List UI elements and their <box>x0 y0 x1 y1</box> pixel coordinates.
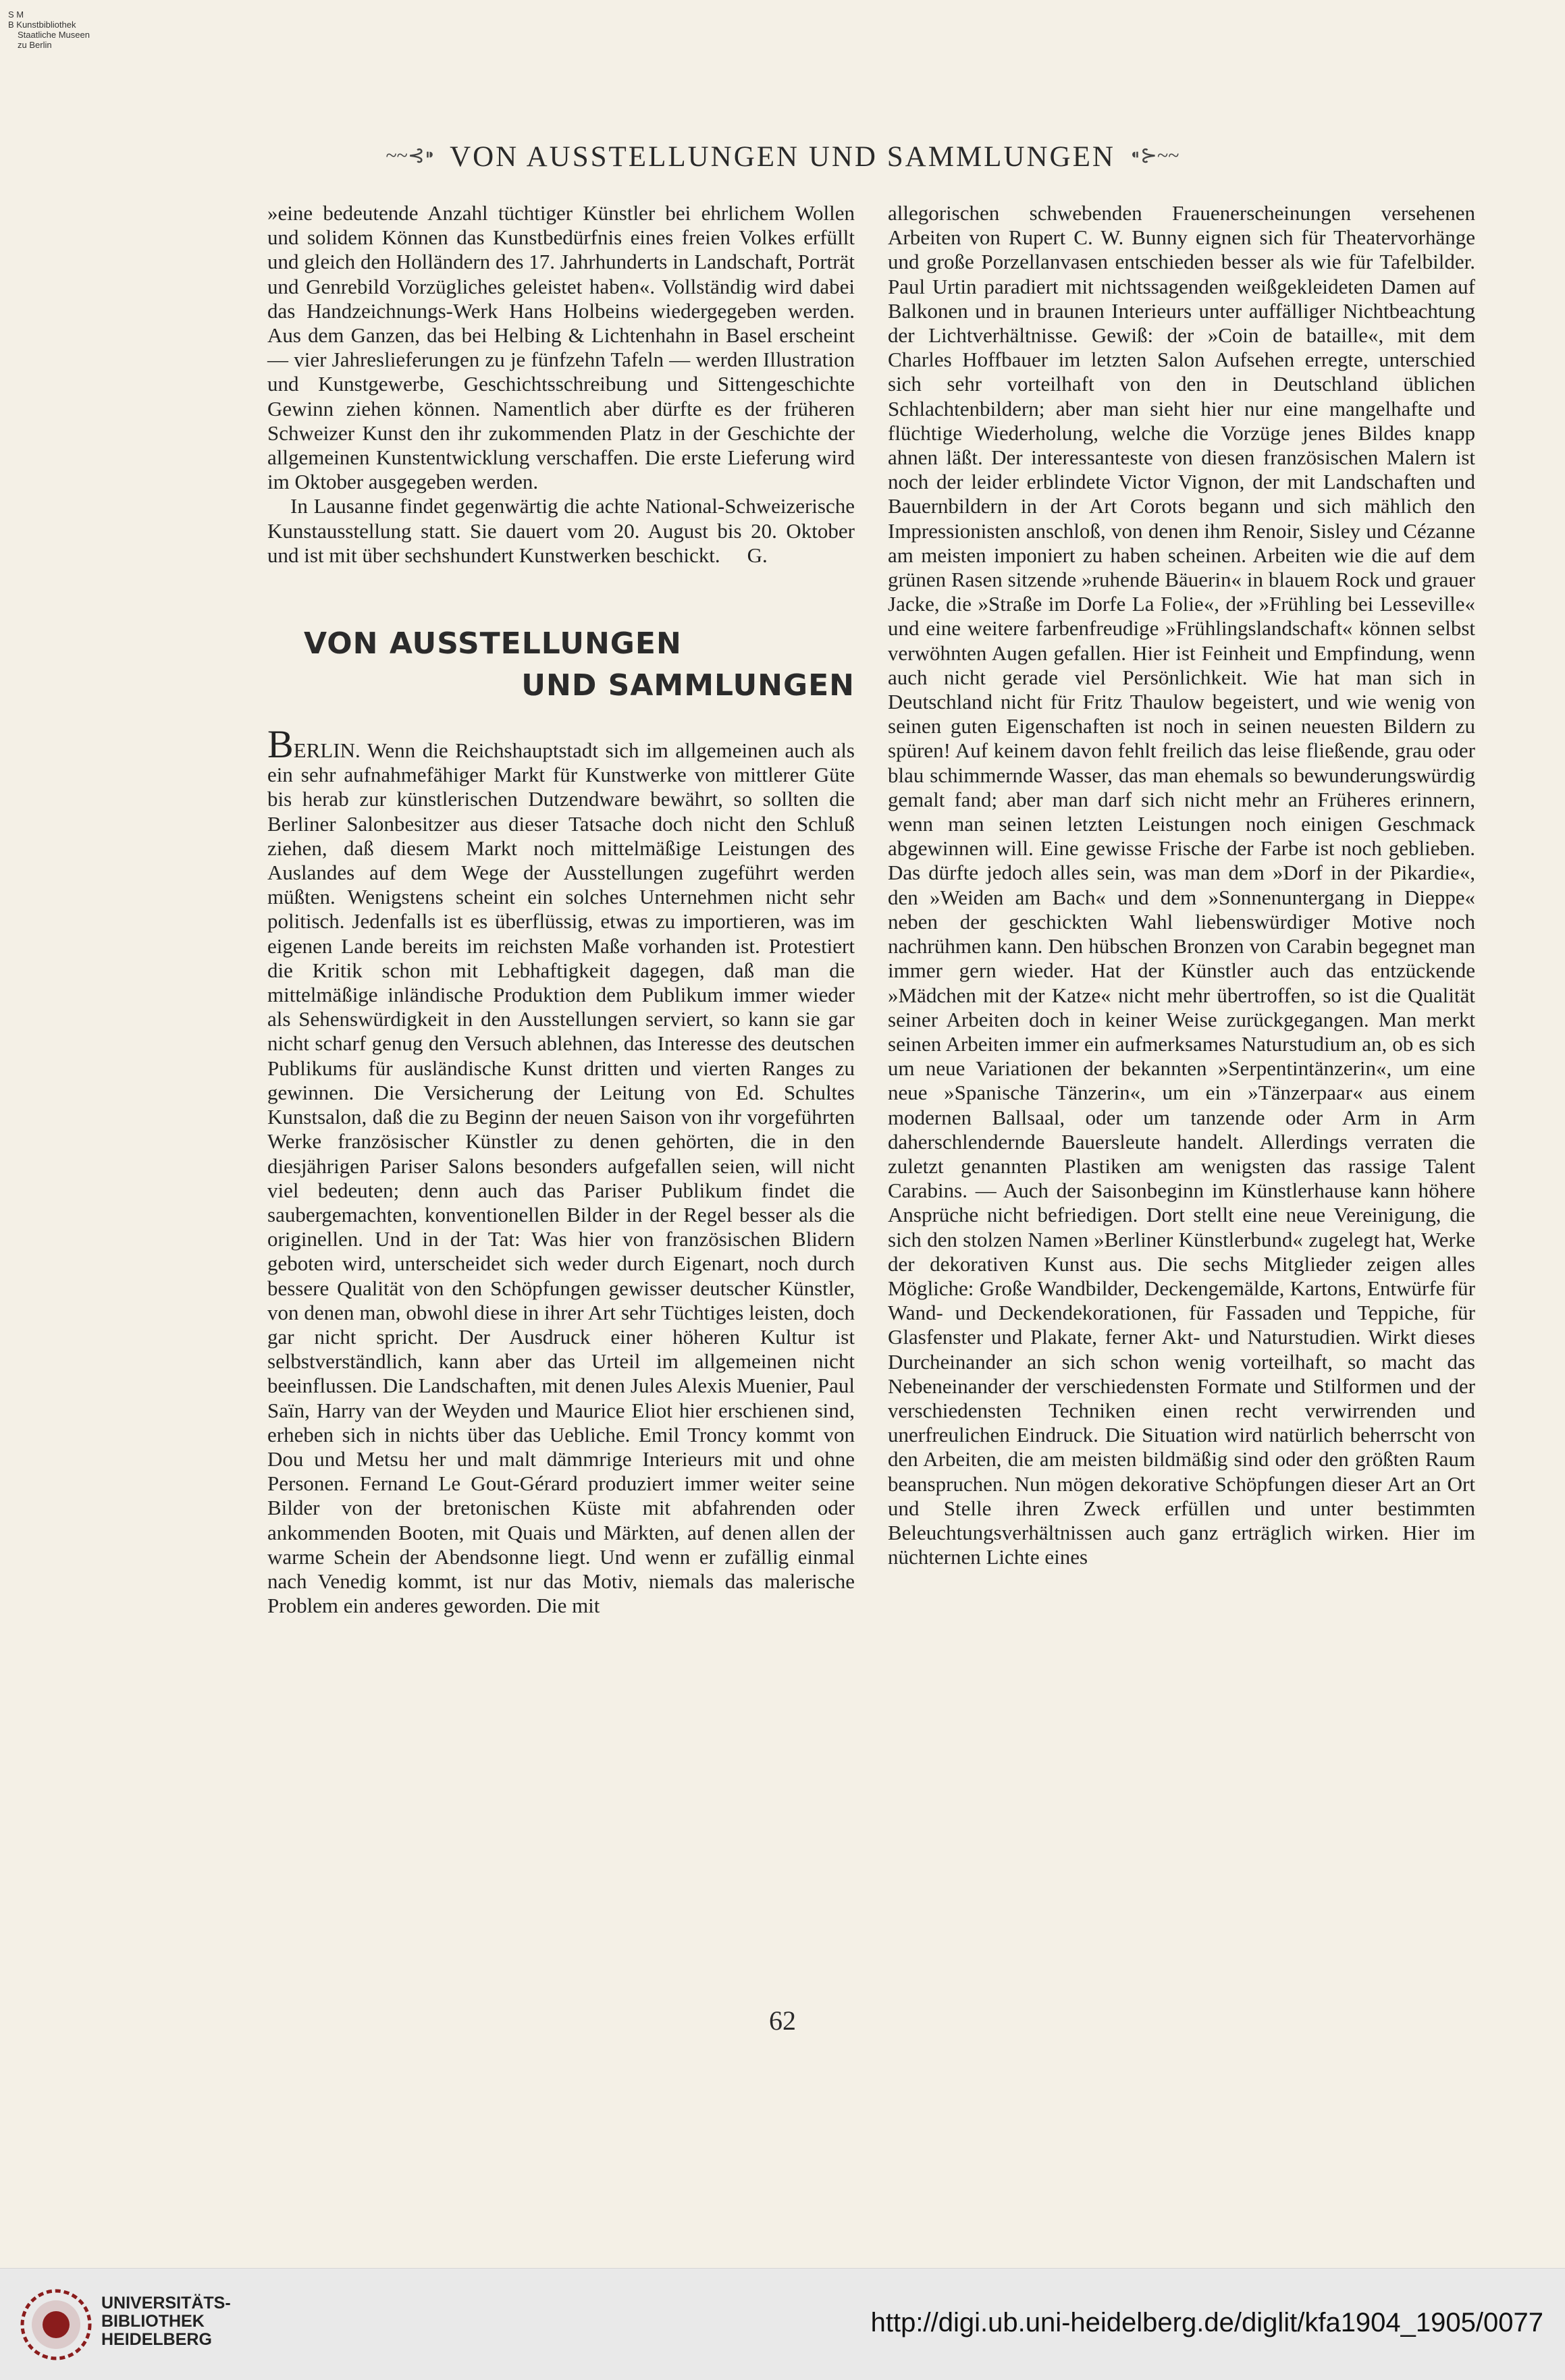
stamp-line: Staatliche Museen <box>18 30 90 40</box>
ornament-right-icon: ⁌⊱~~ <box>1130 144 1179 167</box>
left-column <box>267 201 855 1618</box>
library-stamp <box>8 9 90 50</box>
paragraph: »eine bedeutende Anzahl tüchtiger Künstler bei ehrlichem Wollen und solidem Können das Kunstbedürfnis eines freien Volkes erfüllt und gleich den Holländern des 17. Jahrhunderts in Landschaft, Porträt und Genrebild Vorzügliches geleistet haben«. Vollständig wird dabei das Handzeichnungs-Werk Hans Holbeins wiedergegeben werden. Aus dem Ganzen, das bei Helbing & Lichtenhahn in Basel erscheint — vier Jahreslieferungen zu je fünfzehn Tafeln — werden Illustration und Kunstgewerbe, Geschichtsschreibung und Sittengeschichte Gewinn ziehen können. Namentlich aber dürfte es der früheren Schweizer Kunst den ihr zukommenden Platz in der Geschichte der allgemeinen Kunstentwicklung verschaffen. Die erste Lieferung wird im Oktober ausgegeben werden. <box>267 201 855 494</box>
library-name-line: UNIVERSITÄTS- <box>101 2294 231 2313</box>
section-title <box>267 623 855 707</box>
page-number: 62 <box>769 2005 796 2036</box>
footer-bar <box>0 2268 1565 2380</box>
section-title-line: VON AUSSTELLUNGEN <box>304 626 682 661</box>
ornament-left-icon: ~~⊰⁍ <box>386 144 435 167</box>
library-name <box>101 2294 231 2349</box>
stamp-line: S M <box>8 9 24 20</box>
section-title-line: UND SAMMLUNGEN <box>521 668 855 703</box>
university-seal-icon <box>19 2288 93 2362</box>
permalink-url[interactable]: http://digi.ub.uni-heidelberg.de/diglit/kfa1904_1905/0077 <box>870 2308 1543 2337</box>
running-head <box>0 140 1565 173</box>
library-name-line: HEIDELBERG <box>101 2330 212 2349</box>
paragraph-text: In Lausanne findet gegenwärtig die achte National-Schweizerische Kunstausstellung statt. Sie dauert vom 20. August bis 20. Oktober und ist mit über sechshundert Kunstwerken beschickt. <box>267 494 855 567</box>
paragraph <box>267 494 855 568</box>
paragraph-text: ERLIN. Wenn die Reichshauptstadt sich im allgemeinen auch als ein sehr aufnahmefähiger Markt für Kunstwerke von mittlerer Güte bis herab zur künstlerischen Dutzendware bewährt, so sollten die Berliner Salonbesitzer aus dieser Tatsache doch nicht den Schluß ziehen, daß diesem Markt noch mittelmäßige Leistungen des Auslandes auf dem Wege der Ausstellungen zugeführt werden müßten. Wenigstens scheint ein solches Unternehmen nicht sehr politisch. Jedenfalls ist es überflüssig, etwas zu importieren, was im eigenen Lande bereits im reichsten Maße vorhanden ist. Protestiert die Kritik schon mit Lebhaftigkeit dagegen, daß man die mittelmäßige inländische Produktion dem Publikum immer wieder als Sehenswürdigkeit in den Ausstellungen serviert, so kann sie gar nicht scharf genug den Versuch ablehnen, das Interesse des deutschen Publikums für ausländische Kunst dritten und vierten Ranges zu gewinnen. Die Versicherung der Leitung von Ed. Schultes Kunstsalon, daß die zu Beginn der neuen Saison von ihr vorgeführten Werke französischer Künstler zu denen gehörten, die in den diesjährigen Pariser Salons besonders aufgefallen seien, will nicht viel bedeuten; denn auch das Pariser Publikum findet die saubergemachten, konventionellen Bilder in der Regel besser als die originellen. Und in der Tat: Was hier von französischen Blidern geboten wird, unterscheidet sich weder durch Eigenart, noch durch bessere Qualität von den Schöpfungen gewisser deutscher Künstler, von denen man, obwohl diese in ihrer Art sehr Tüchtiges leisten, doch gar nicht spricht. Der Ausdruck einer höheren Kultur ist selbstverständlich, kann aber das Urteil im allgemeinen nicht beeinflussen. Die Landschaften, mit denen Jules Alexis Muenier, Paul Saïn, Harry van der Weyden und Maurice Eliot hier erschienen sind, erheben sich in nichts über das Uebliche. Emil Troncy kommt von Dou und Metsu her und malt dämmrige Interieurs mit und ohne Personen. Fernand Le Gout-Gérard produziert immer weiter seine Bilder von der bretonischen Küste mit abfahrenden oder ankommenden Booten, mit Quais und Märkten, auf denen allen der warme Schein der Abendsonne liegt. Und wenn er zufällig einmal nach Venedig kommt, ist nur das Motiv, niemals das malerische Problem ein anderes geworden. Die mit <box>267 738 855 1618</box>
author-signature: G. <box>747 543 768 567</box>
right-column <box>888 201 1475 1569</box>
stamp-line: B Kunstbibliothek <box>8 20 76 30</box>
paragraph: allegorischen schwebenden Frauenerscheinungen versehenen Arbeiten von Rupert C. W. Bunny eignen sich für Theatervorhänge und große Porzellanvasen entschieden besser als wie für Tafelbilder. Paul Urtin paradiert mit nichtssagenden weißgekleideten Damen auf Balkonen und in braunen Interieurs unter auffälliger Nichtbeachtung der Lichtverhältnisse. Gewiß: der »Coin de bataille«, mit dem Charles Hoffbauer im letzten Salon Aufsehen erregte, unterschied sich sehr vorteilhaft von den in Deutschland üblichen Schlachtenbildern; aber man sieht hier nur eine mangelhafte und flüchtige Wiederholung, welche die Vorzüge jenes Bildes knapp ahnen läßt. Der interessanteste von diesen französischen Malern ist noch der leider erblindete Victor Vignon, der mit Landschaften und Bauernbildern in der Art Corots begann und sich mählich den Impressionisten anschloß, von denen ihm Renoir, Sisley und Cézanne am meisten imponiert zu haben scheinen. Arbeiten wie die auf dem grünen Rasen sitzende »ruhende Bäuerin« in blauem Rock und grauer Jacke, die »Straße im Dorfe La Folie«, der »Frühling bei Lesseville« und eine weitere farbenfreudige »Frühlingslandschaft« können selbst verwöhnten Augen gefallen. Hier ist Feinheit und Empfindung, wenn auch nicht gerade viel Persönlichkeit. Wie hat man sich in Deutschland nicht für Fritz Thaulow begeistert, und wie wenig von seinen guten Eigenschaften ist noch in seinen neuesten Bildern zu spüren! Auf keinem davon fehlt freilich das leise fließende, grau oder blau schimmernde Wasser, das man ehemals so bewunderungswürdig gemalt fand; aber man darf sich nicht mehr an Früheres erinnern, wenn man seinen letzten Leistungen noch einigen Geschmack abgewinnen will. Eine gewisse Frische der Farbe ist noch geblieben. Das dürfte jedoch alles sein, was man dem »Dorf in der Pikardie«, den »Weiden am Bach« und dem »Sonnenuntergang in Dieppe« neben der geschickten Wahl liebenswürdiger Motive noch nachrühmen kann. Den hübschen Bronzen von Carabin begegnet man immer gern wieder. Hat der Künstler auch das entzückende »Mädchen mit der Katze« nicht mehr übertroffen, so ist die Qualität seiner Arbeiten doch in keiner Weise zurückgegangen. Man merkt seinen Arbeiten immer ein aufmerksames Naturstudium an, ob es sich um neue Variationen der bekannten »Serpentintänzerin«, um eine neue »Spanische Tänzerin«, um ein »Tänzerpaar« aus einem modernen Ballsaal, oder um tanzende oder Arm in Arm daherschlendernde Bauersleute handelt. Allerdings verraten die zuletzt genannten Plastiken am wenigsten das rassige Talent Carabins. — Auch der Saisonbeginn im Künstlerhause kann höhere Ansprüche nicht befriedigen. Dort stellt eine neue Vereinigung, die sich den stolzen Namen »Berliner Künstlerbund« zugelegt hat, Werke der dekorativen Kunst aus. Die sechs Mitglieder zeigen alles Mögliche: Große Wandbilder, Deckengemälde, Kartons, Entwürfe für Wand- und Deckendekorationen, für Fassaden und Teppiche, für Glasfenster und Plakate, ferner Akt- und Naturstudien. Wirkt dieses Durcheinander an sich schon wenig vorteilhaft, so macht das Nebeneinander der verschiedensten Formate und Stilformen und der verschiedensten Techniken einen recht verwirrenden und unerfreulichen Eindruck. Die Situation wird natürlich beherrscht von den Arbeiten, die am meisten bildmäßig sind oder den größten Raum beanspruchen. Nun mögen dekorative Schöpfungen dieser Art an Ort und Stelle ihren Zweck erfüllen und unter bestimmten Beleuchtungsverhältnissen auch ganz erträglich wirken. Hier im nüchternen Lichte eines <box>888 201 1475 1569</box>
running-head-title: VON AUSSTELLUNGEN UND SAMMLUNGEN <box>450 141 1115 173</box>
stamp-line: zu Berlin <box>18 40 52 50</box>
drop-cap: B <box>267 722 294 767</box>
paragraph <box>267 722 855 1618</box>
library-name-line: BIBLIOTHEK <box>101 2312 205 2331</box>
